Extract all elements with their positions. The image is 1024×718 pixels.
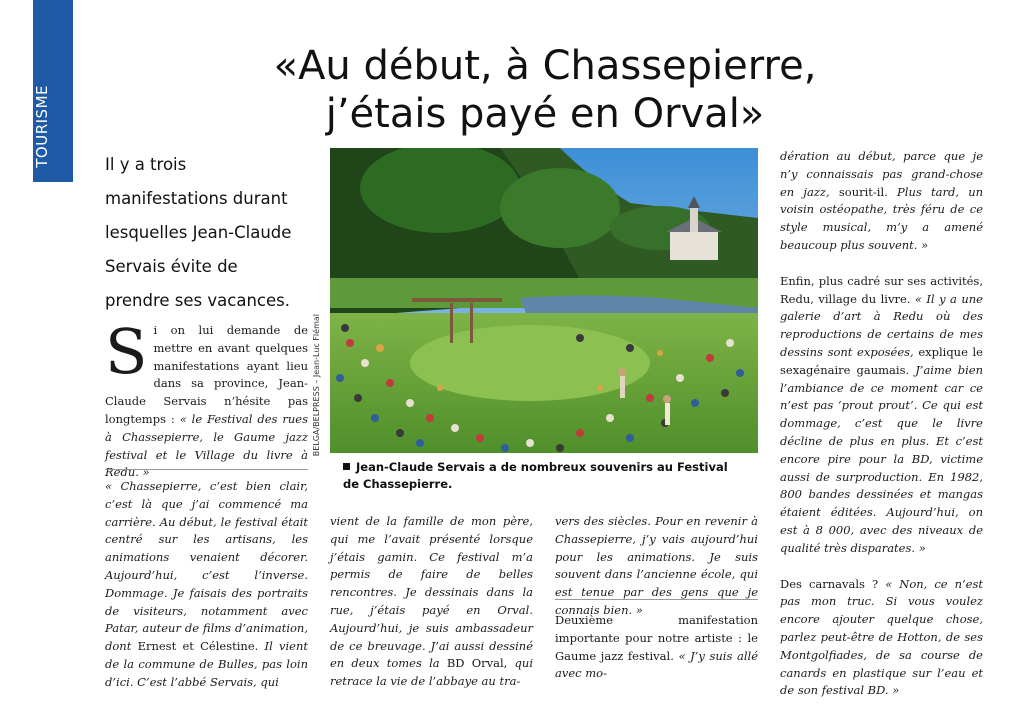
section-label: TOURISME [33, 85, 51, 168]
quote-text: « Chassepierre, c’est bien clair, c’est là que j’ai commencé ma carrière. Au début, le festival était centré sur les artisans, les animations venaient décorer. Aujourd’hui, c’est l’inverse. Dommage. Je faisais des portraits de visiteurs, notamment avec Patar, auteur de films d’animation, dont [105, 479, 308, 654]
quote-end: Il vient de la commune de Bulles, pas loin d’ici. C’est l’abbé Servais, qui [105, 639, 309, 689]
column-divider [105, 469, 308, 470]
body-column-4 [780, 148, 983, 718]
festival-photo [330, 148, 758, 453]
bd-name: BD Orval, [446, 656, 508, 671]
col2-text: vient de la famille de mon père, qui me l’avait présenté lorsque j’étais gamin. Ce festival m’a permis de faire de belles rencontres. Je dessinais dans la rue, j’étais payé en Orval. Aujourd’hui, je suis ambassadeur de ce breuvage. J’ai aussi dessiné en deux tomes la [330, 514, 533, 671]
intro-text: i on lui demande de mettre en avant quelques manifestations ayant lieu dans sa province, Jean-Claude Servais n’hésite pas longtemps : [105, 323, 308, 426]
col2-text-end: qui retrace la vie de l’abbaye au tra- [330, 656, 533, 689]
body-column-3 [555, 513, 758, 620]
col4-p1-quote-b: Plus tard, un voisin ostéopathe, très féru de ce style musical, m’y a amené beaucoup plus souvent. » [780, 184, 984, 252]
caption-bullet-icon [343, 463, 350, 470]
column-divider [555, 599, 758, 600]
photo-caption [343, 459, 743, 493]
section-tab [33, 0, 73, 182]
body-column-1-intro [105, 315, 308, 482]
col4-paragraph-3 [780, 576, 983, 701]
photo-credit [312, 313, 326, 456]
lead-line: prendre ses vacances. [105, 291, 290, 310]
col4-p1-quote: dération au début, parce que je n’y connaissais pas grand-chose en jazz, [780, 149, 983, 199]
col4-paragraph-1 [780, 148, 983, 255]
lead-paragraph [105, 148, 320, 318]
title-line-1: «Au début, à Chassepierre, [273, 43, 817, 89]
para2-quote: « J’y suis allé avec mo- [555, 648, 759, 681]
col3-text: vers des siècles. Pour en revenir à Chassepierre, j’y vais aujourd’hui pour les animations. Je suis souvent dans l’ancienne école, qui est tenue par des gens que je connais bien. » [555, 514, 758, 617]
photo-credit-text: BELGA/BELPRESS – Jean-Luc Flémal [312, 313, 321, 456]
col4-paragraph-2 [780, 273, 983, 558]
col4-p1-plain: sourit-il. [838, 184, 888, 199]
lead-line: lesquelles Jean-Claude [105, 223, 292, 242]
lead-line: manifestations durant [105, 189, 288, 208]
col4-p2-quote-b: J’aime bien l’ambiance de ce moment car ce n’est pas ‘prout prout’. Ce qui est dommage, c’est que le livre décline de plus en plus. Et c’est encore pire pour la BD, victime aussi de surproduction. En 1982, 800 bandes dessinées et mangas étaient éditées. Aujourd’hui, on est à 8 000, avec des niveaux de qualité très disparates. » [780, 362, 983, 555]
col4-p3-quote: « Non, ce n’est pas mon truc. Si vous voulez encore ajouter quelque chose, parlez peut-être de Hotton, de ses Montgolfiades, de sa course de canards en plastique sur l’eau et de son festival BD. » [780, 576, 983, 698]
title-line-2: j’étais payé en Orval» [325, 91, 765, 137]
lead-line: Servais évite de [105, 257, 238, 276]
col4-p2-plain-b: explique le sexagénaire gaumais. [780, 344, 983, 377]
drop-cap: S [105, 315, 148, 388]
caption-text: Jean-Claude Servais a de nombreux souvenirs au Festival de Chassepierre. [343, 460, 728, 491]
article-title [150, 42, 940, 138]
col4-p3-plain: Des carnavals ? [780, 576, 879, 591]
lead-line: Il y a trois [105, 155, 187, 174]
para2-text: Deuxième manifestation importante pour notre artiste : le Gaume jazz festival. [555, 613, 758, 663]
quote-names: Ernest et Célestine. [137, 639, 259, 654]
col4-p2-plain: Enfin, plus cadré sur ses activités, Redu, village du livre. [780, 273, 983, 306]
intro-quote: « le Festival des rues à Chassepierre, le Gaume jazz festival et le Village du livre à Redu. » [105, 411, 308, 480]
col4-p2-quote: « Il y a une galerie d’art à Redu où des reproductions de certains de mes dessins sont exposées, [780, 291, 983, 359]
body-column-1-quote [105, 478, 308, 692]
festival-photo-image [330, 148, 758, 453]
body-column-2 [330, 513, 533, 691]
